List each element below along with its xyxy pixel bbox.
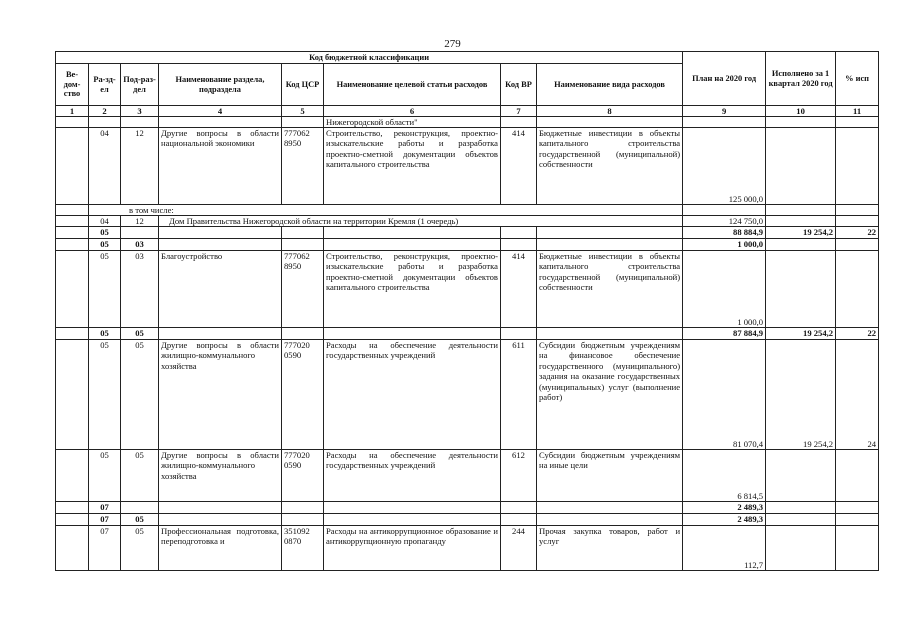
col-number: 5 bbox=[282, 106, 324, 117]
vr-name-cell: Субсидии бюджетным учреждениям на финансовое обеспечение государственного (муниципального) задания на оказание государственных (муниципальных) услуг (выполнение работ) bbox=[537, 340, 683, 450]
plan-cell: 112,7 bbox=[683, 526, 766, 571]
razdel-cell: 05 bbox=[89, 227, 121, 239]
vr-cell: 414 bbox=[501, 251, 537, 328]
table-row bbox=[56, 117, 879, 128]
header-group-title: Код бюджетной классификации bbox=[56, 52, 683, 64]
header-podrazdel: Под-раз-дел bbox=[121, 64, 159, 106]
col-number: 10 bbox=[766, 106, 836, 117]
col-number: 2 bbox=[89, 106, 121, 117]
csr-name-cell: Расходы на обеспечение деятельности государственных учреждений bbox=[324, 340, 501, 450]
razdel-cell: 05 bbox=[89, 328, 121, 340]
plan-cell: 2 489,3 bbox=[683, 502, 766, 514]
col-number: 9 bbox=[683, 106, 766, 117]
plan-cell: 81 070,4 bbox=[683, 340, 766, 450]
done-cell: 19 254,2 bbox=[766, 328, 836, 340]
header-csr: Код ЦСР bbox=[282, 64, 324, 106]
table-row bbox=[56, 239, 879, 251]
razdel-cell: 05 bbox=[89, 239, 121, 251]
plan-cell: 88 884,9 bbox=[683, 227, 766, 239]
csr-name-cell: Расходы на антикоррупционное образование и антикоррупционную пропаганду bbox=[324, 526, 501, 571]
podrazdel-cell: 12 bbox=[121, 216, 159, 227]
razdel-cell: 05 bbox=[89, 251, 121, 328]
header-vr-name: Наименование вида расходов bbox=[537, 64, 683, 106]
done-cell: 19 254,2 bbox=[766, 340, 836, 450]
razdel-cell: 05 bbox=[89, 340, 121, 450]
table-row bbox=[56, 328, 879, 340]
column-numbers-row bbox=[56, 106, 879, 117]
table-row bbox=[56, 251, 879, 328]
razdel-cell: 04 bbox=[89, 128, 121, 205]
col-number: 11 bbox=[836, 106, 879, 117]
pct-cell: 24 bbox=[836, 340, 879, 450]
csr-cell: 777062 8950 bbox=[282, 251, 324, 328]
done-cell: 19 254,2 bbox=[766, 227, 836, 239]
col-number: 4 bbox=[159, 106, 282, 117]
razdel-cell: 05 bbox=[89, 450, 121, 502]
vr-name-cell: Бюджетные инвестиции в объекты капитального строительства государственной (муниципальной) собственности bbox=[537, 251, 683, 328]
podrazdel-cell: 05 bbox=[121, 340, 159, 450]
pct-cell: 22 bbox=[836, 227, 879, 239]
col-number: 7 bbox=[501, 106, 537, 117]
header-pct: % исп bbox=[836, 52, 879, 106]
table-row bbox=[56, 502, 879, 514]
csr-name-cell: Строительство, реконструкция, проектно-изыскательские работы и разработка проектно-сметной документации объектов капитального строительства bbox=[324, 128, 501, 205]
col-number: 3 bbox=[121, 106, 159, 117]
razdel-cell: 04 bbox=[89, 216, 121, 227]
name-cell: Профессиональная подготовка, переподготовка и bbox=[159, 526, 282, 571]
page-number: 279 bbox=[444, 38, 461, 50]
plan-cell: 124 750,0 bbox=[683, 216, 766, 227]
budget-table bbox=[55, 51, 879, 571]
table-row bbox=[56, 526, 879, 571]
razdel-cell: 07 bbox=[89, 514, 121, 526]
csr-cell: 777020 0590 bbox=[282, 340, 324, 450]
table-row bbox=[56, 205, 879, 216]
col-number: 6 bbox=[324, 106, 501, 117]
header-done: Исполнено за 1 квартал 2020 год bbox=[766, 52, 836, 106]
podrazdel-cell: 05 bbox=[121, 514, 159, 526]
vr-name-cell: Прочая закупка товаров, работ и услуг bbox=[537, 526, 683, 571]
name-cell: Другие вопросы в области жилищно-коммунального хозяйства bbox=[159, 450, 282, 502]
name-cell: Другие вопросы в области жилищно-коммунального хозяйства bbox=[159, 340, 282, 450]
plan-cell: 1 000,0 bbox=[683, 239, 766, 251]
object-name-cell: Дом Правительства Нижегородской области на территории Кремля (1 очередь) bbox=[159, 216, 683, 227]
table-row bbox=[56, 227, 879, 239]
razdel-cell: 07 bbox=[89, 502, 121, 514]
table-row bbox=[56, 128, 879, 205]
plan-cell: 125 000,0 bbox=[683, 128, 766, 205]
podrazdel-cell: 05 bbox=[121, 450, 159, 502]
csr-name-cell: Строительство, реконструкция, проектно-изыскательские работы и разработка проектно-сметной документации объектов капитального строительства bbox=[324, 251, 501, 328]
col-number: 8 bbox=[537, 106, 683, 117]
table-row bbox=[56, 450, 879, 502]
podrazdel-cell: 05 bbox=[121, 328, 159, 340]
vr-cell: 414 bbox=[501, 128, 537, 205]
plan-cell: 2 489,3 bbox=[683, 514, 766, 526]
podrazdel-cell: 05 bbox=[121, 526, 159, 571]
name-cell: Другие вопросы в области национальной экономики bbox=[159, 128, 282, 205]
csr-cell: 351092 0870 bbox=[282, 526, 324, 571]
vr-name-cell: Бюджетные инвестиции в объекты капитального строительства государственной (муниципальной) собственности bbox=[537, 128, 683, 205]
header-vedomstvo: Ве-дом-ство bbox=[56, 64, 89, 106]
podrazdel-cell: 03 bbox=[121, 239, 159, 251]
table-row bbox=[56, 340, 879, 450]
vr-name-cell: Субсидии бюджетным учреждениям на иные цели bbox=[537, 450, 683, 502]
vr-cell: 612 bbox=[501, 450, 537, 502]
csr-name-cell: Нижегородской области" bbox=[324, 117, 501, 128]
table-row bbox=[56, 514, 879, 526]
header-name: Наименование раздела, подраздела bbox=[159, 64, 282, 106]
header-plan: План на 2020 год bbox=[683, 52, 766, 106]
plan-cell: 6 814,5 bbox=[683, 450, 766, 502]
pct-cell: 22 bbox=[836, 328, 879, 340]
header-csr-name: Наименование целевой статьи расходов bbox=[324, 64, 501, 106]
podrazdel-cell: 12 bbox=[121, 128, 159, 205]
plan-cell: 87 884,9 bbox=[683, 328, 766, 340]
header-vr: Код ВР bbox=[501, 64, 537, 106]
razdel-cell: 07 bbox=[89, 526, 121, 571]
vr-cell: 611 bbox=[501, 340, 537, 450]
header-razdel: Ра-зд-ел bbox=[89, 64, 121, 106]
including-label: в том числе: bbox=[89, 205, 683, 216]
csr-name-cell: Расходы на обеспечение деятельности государственных учреждений bbox=[324, 450, 501, 502]
podrazdel-cell: 03 bbox=[121, 251, 159, 328]
vr-cell: 244 bbox=[501, 526, 537, 571]
header-row-group bbox=[56, 52, 879, 64]
table-row bbox=[56, 216, 879, 227]
csr-cell: 777020 0590 bbox=[282, 450, 324, 502]
name-cell: Благоустройство bbox=[159, 251, 282, 328]
csr-cell: 777062 8950 bbox=[282, 128, 324, 205]
plan-cell: 1 000,0 bbox=[683, 251, 766, 328]
col-number: 1 bbox=[56, 106, 89, 117]
